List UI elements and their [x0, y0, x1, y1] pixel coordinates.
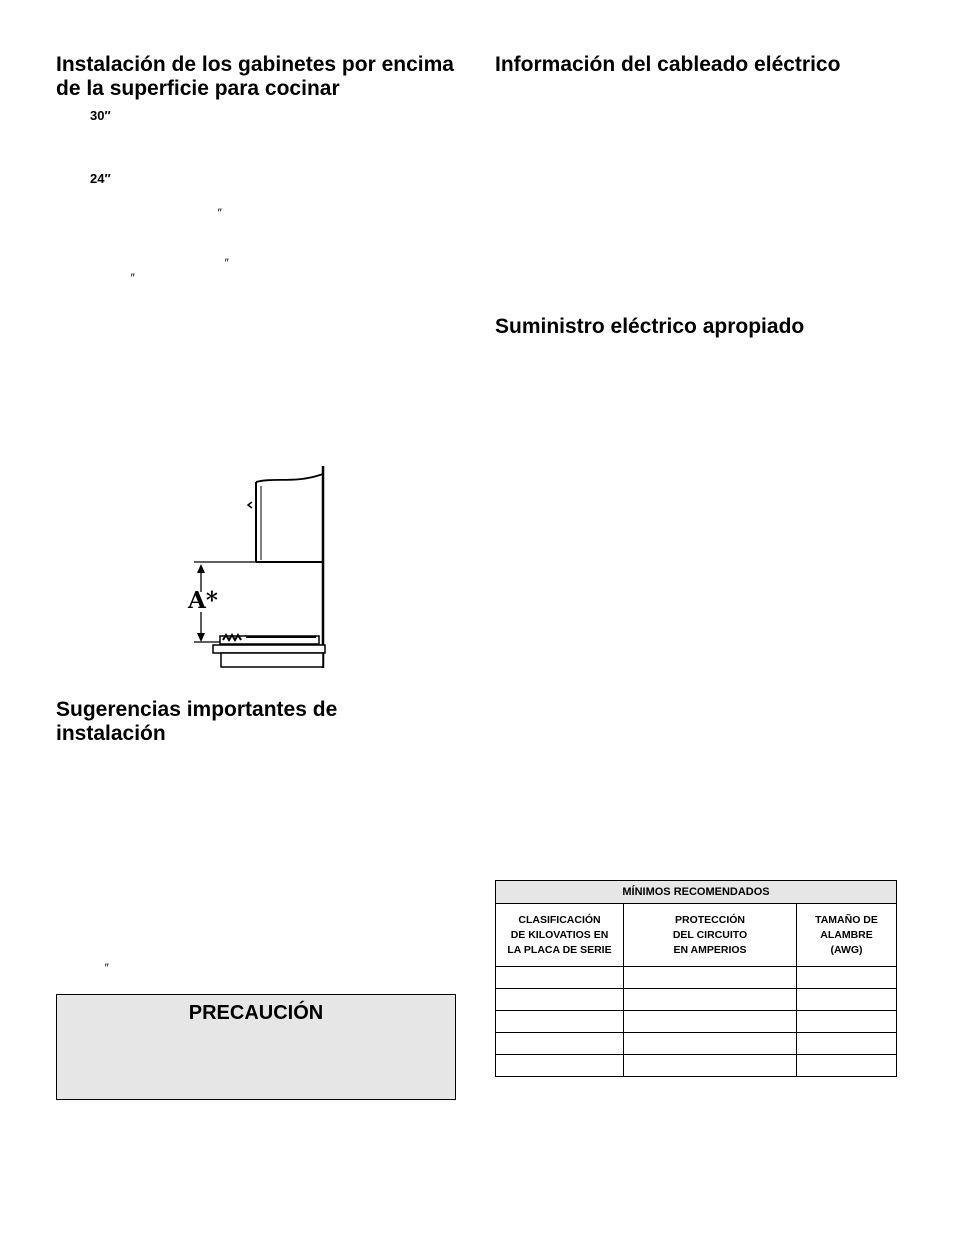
heading-electrical-wiring: Información del cableado eléctrico — [495, 53, 841, 76]
caution-title: PRECAUCIÓN — [188, 1002, 324, 1024]
table-row — [496, 1011, 897, 1033]
heading-electrical-supply: Suministro eléctrico apropiado — [495, 315, 805, 338]
dimension-a-label: A* — [188, 587, 218, 614]
inch-mark: ″ — [217, 206, 222, 220]
table-cell — [496, 1055, 624, 1077]
table-cell — [496, 989, 624, 1011]
minimum-recommendations-table — [495, 880, 897, 1077]
table-cell — [624, 967, 797, 989]
table-cell — [624, 1055, 797, 1077]
table-cell — [624, 1033, 797, 1055]
table-cell — [624, 989, 797, 1011]
table-cell — [624, 1011, 797, 1033]
table-cell — [496, 967, 624, 989]
dimension-30-label: 30″ — [90, 108, 111, 123]
heading-cabinets-installation: Instalación de los gabinetes por encima de la superficie para cocinar — [56, 53, 454, 100]
dimension-24-label: 24″ — [90, 171, 111, 186]
table-cell — [797, 967, 897, 989]
caution-box — [56, 994, 456, 1100]
table-cell — [496, 1033, 624, 1055]
table-row — [496, 967, 897, 989]
table-cell — [797, 1011, 897, 1033]
table-cell — [496, 1011, 624, 1033]
table-row — [496, 989, 897, 1011]
inch-mark: ″ — [130, 271, 135, 285]
table-row — [496, 1055, 897, 1077]
column-header-kilowatt-rating: CLASIFICACIÓN DE KILOVATIOS EN LA PLACA DE SERIE — [496, 904, 624, 967]
inch-mark: ″ — [224, 256, 229, 270]
table-cell — [797, 989, 897, 1011]
table-row — [496, 1033, 897, 1055]
inch-mark: ″ — [104, 961, 109, 975]
table-cell — [797, 1033, 897, 1055]
cabinet-clearance-diagram — [180, 460, 340, 675]
table-caption: MÍNIMOS RECOMENDADOS — [496, 881, 897, 904]
heading-installation-suggestions: Sugerencias importantes de instalación — [56, 698, 338, 745]
column-header-wire-size: TAMAÑO DE ALAMBRE (AWG) — [797, 904, 897, 967]
table-cell — [797, 1055, 897, 1077]
column-header-circuit-protection: PROTECCIÓN DEL CIRCUITO EN AMPERIOS — [624, 904, 797, 967]
